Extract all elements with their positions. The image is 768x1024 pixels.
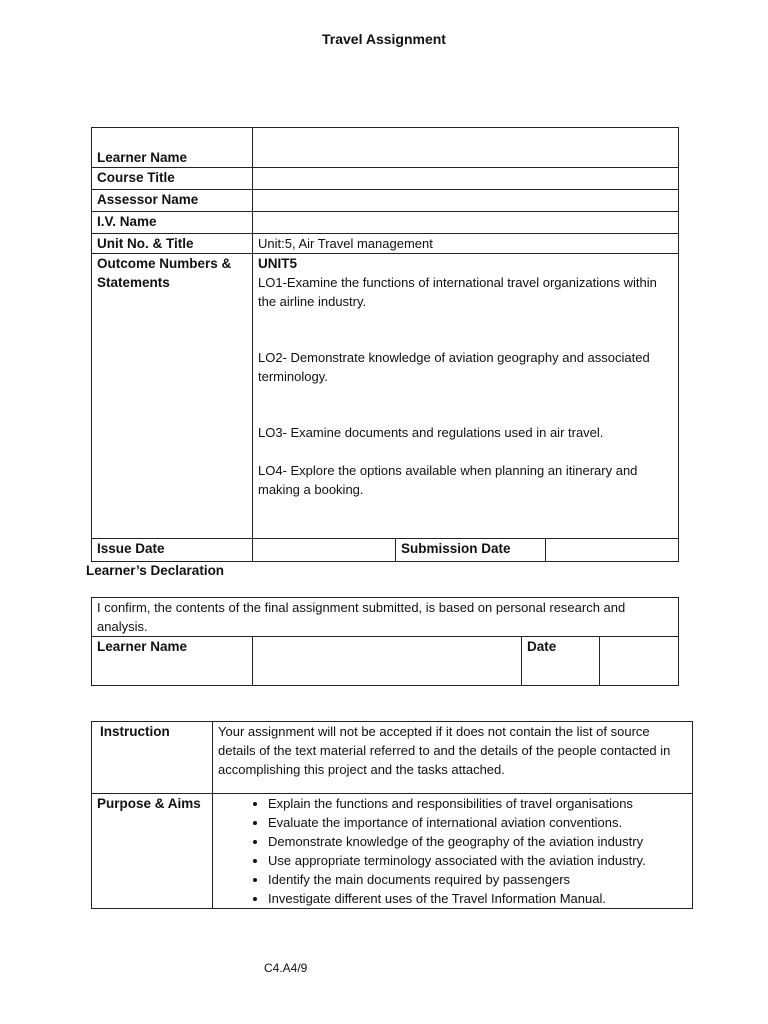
aims-list <box>218 794 687 908</box>
purpose-aims <box>213 794 693 909</box>
instruction-label: Instruction <box>92 722 213 794</box>
lo2-text: LO2- Demonstrate knowledge of aviation geography and associated terminology. <box>258 350 650 384</box>
iv-name-label: I.V. Name <box>92 212 253 234</box>
page-footer-code: C4.A4/9 <box>264 961 308 975</box>
declaration-learner-name-label: Learner Name <box>92 637 253 686</box>
learner-name-label: Learner Name <box>92 128 253 168</box>
unit-heading: UNIT5 <box>258 256 298 271</box>
outcome-label: Outcome Numbers & Statements <box>92 254 253 539</box>
submission-date-field[interactable] <box>546 539 679 562</box>
unit-label: Unit No. & Title <box>92 234 253 254</box>
declaration-learner-name-field[interactable] <box>253 637 522 686</box>
purpose-label: Purpose & Aims <box>92 794 213 909</box>
aim-item: • Use appropriate terminology associated with the aviation industry. <box>268 851 687 870</box>
instruction-table <box>91 721 693 909</box>
issue-date-label: Issue Date <box>92 539 253 562</box>
issue-date-field[interactable] <box>253 539 396 562</box>
assignment-info-table <box>91 127 679 562</box>
page-title: Travel Assignment <box>322 31 446 47</box>
assessor-name-field[interactable] <box>253 190 679 212</box>
aim-item: • Investigate different uses of the Travel Information Manual. <box>268 889 687 908</box>
lo1-text: LO1-Examine the functions of international travel organizations within the airline industry. <box>258 275 657 309</box>
course-title-label: Course Title <box>92 168 253 190</box>
instruction-text: Your assignment will not be accepted if it does not contain the list of source details of the text material referred to and the details of the people contacted in accomplishing this project and the tasks attached. <box>213 722 693 794</box>
course-title-field[interactable] <box>253 168 679 190</box>
declaration-date-field[interactable] <box>600 637 679 686</box>
aim-item: • Demonstrate knowledge of the geography of the aviation industry <box>268 832 687 851</box>
aim-item: • Evaluate the importance of international aviation conventions. <box>268 813 687 832</box>
aim-item: • Explain the functions and responsibilities of travel organisations <box>268 794 687 813</box>
lo4-text: LO4- Explore the options available when planning an itinerary and making a booking. <box>258 463 638 497</box>
declaration-statement: I confirm, the contents of the final assignment submitted, is based on personal research and analysis. <box>92 598 679 637</box>
outcome-statements <box>253 254 679 539</box>
unit-value: Unit:5, Air Travel management <box>253 234 679 254</box>
learner-name-field[interactable] <box>253 128 679 168</box>
iv-name-field[interactable] <box>253 212 679 234</box>
declaration-table <box>91 597 679 686</box>
submission-date-label: Submission Date <box>396 539 546 562</box>
declaration-heading: Learner’s Declaration <box>86 563 225 578</box>
lo3-text: LO3- Examine documents and regulations used in air travel. <box>258 425 604 440</box>
aim-item: • Identify the main documents required by passengers <box>268 870 687 889</box>
assessor-name-label: Assessor Name <box>92 190 253 212</box>
declaration-date-label: Date <box>522 637 600 686</box>
